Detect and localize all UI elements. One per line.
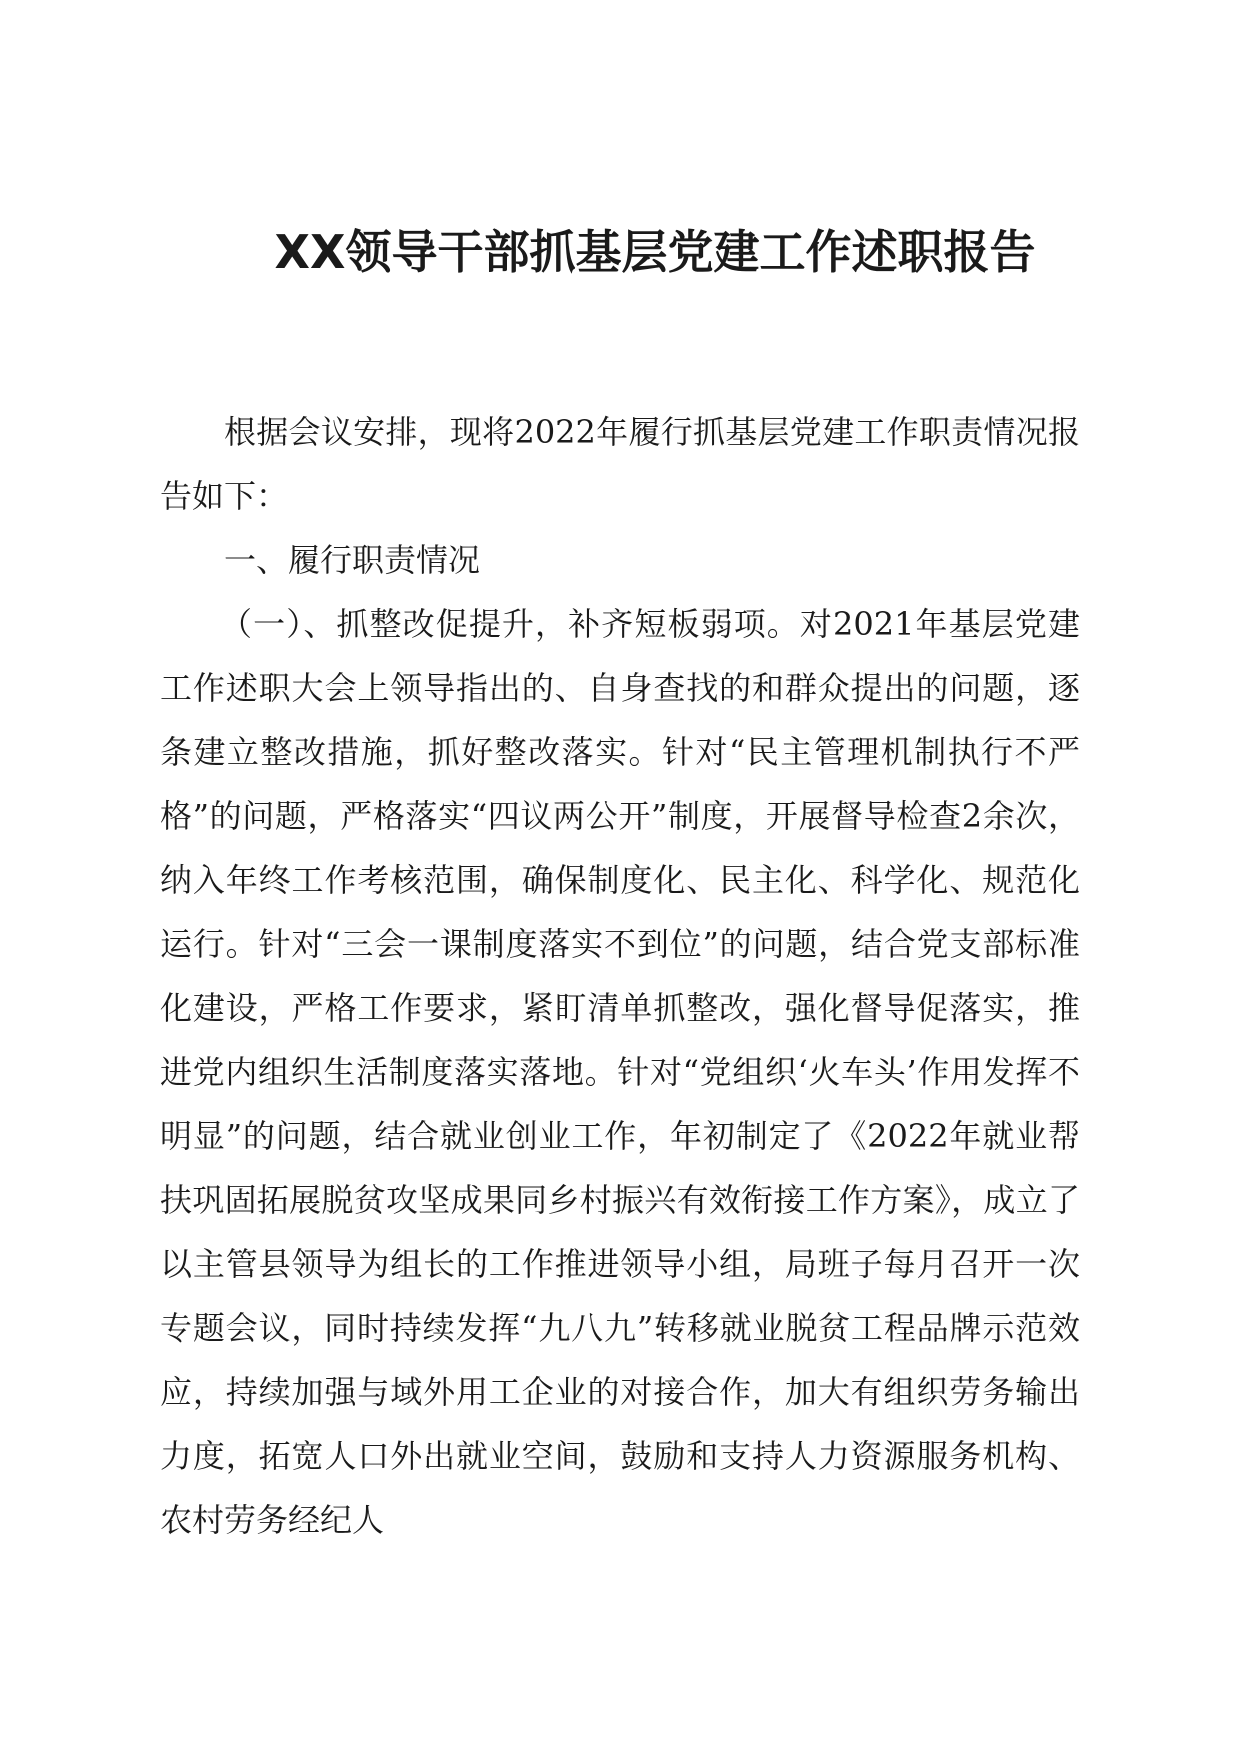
section-paragraph: （一）、抓整改促提升，补齐短板弱项。对2021年基层党建工作述职大会上领导指出的、自身查找的和群众提出的问题，逐条建立整改措施，抓好整改落实。针对“民主管理机制执行不严格”的问题，严格落实“四议两公开”制度，开展督导检查2余次，纳入年终工作考核范围，确保制度化、民主化、科学化、规范化运行。针对“三会一课制度落实不到位”的问题，结合党支部标准化建设，严格工作要求，紧盯清单抓整改，强化督导促落实，推进党内组织生活制度落实落地。针对“党组织‘火车头’作用发挥不明显”的问题，结合就业创业工作，年初制定了《2022年就业帮扶巩固拓展脱贫攻坚成果同乡村振兴有效衔接工作方案》，成立了以主管县领导为组长的工作推进领导小组，局班子每月召开一次专题会议，同时持续发挥“九八九”转移就业脱贫工程品牌示范效应，持续加强与域外用工企业的对接合作，加大有组织劳务输出力度，拓宽人口外出就业空间，鼓励和支持人力资源服务机构、农村劳务经纪人 (160, 605, 1080, 1539)
document-body (160, 400, 1080, 1552)
intro-paragraph: 根据会议安排，现将2022年履行抓基层党建工作职责情况报告如下： (160, 413, 1080, 515)
document-title: XX领导干部抓基层党建工作述职报告 (274, 225, 1036, 279)
section-heading: 一、履行职责情况 (224, 541, 481, 579)
